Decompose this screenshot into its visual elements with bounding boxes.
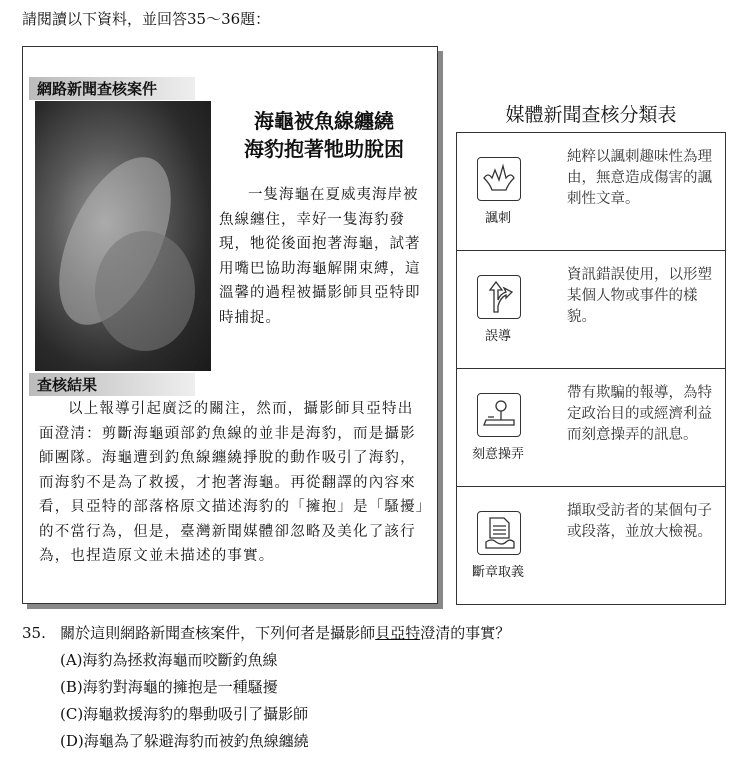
headline-line: 海龜被魚線纏繞 (254, 109, 394, 133)
joystick-icon (477, 393, 521, 437)
question-stem-name: 貝亞特 (375, 624, 421, 642)
result-text: 以上報導引起廣泛的關注，然而，攝影師貝亞特出面澄清：剪斷海龜頭部釣魚線的並非是海豹，而是攝影師團隊。海龜遭到釣魚線纏繞掙脫的動作吸引了海豹，而海豹不是為了救援，才抱著海龜。再從翻譯的內容來看，貝亞特的部落格原文描述海豹的「擁抱」是「騷擾」的不當行為，但是，臺灣新聞媒體卻忽略及美化了該行為，也捏造原文並未描述的事實。 (39, 401, 425, 564)
row-desc: 帶有欺騙的報導，為特定政治目的或經濟利益而刻意操弄的訊息。 (567, 385, 712, 443)
seal-turtle-photo (35, 101, 211, 371)
headline (219, 107, 429, 163)
option-b[interactable]: (B)海豹對海龜的擁抱是一種騷擾 (60, 678, 278, 696)
question-stem: 關於這則網路新聞查核案件，下列何者是攝影師 (60, 624, 376, 642)
instructions: 請閱讀以下資料，並回答35～36題： (22, 10, 271, 28)
table-row (457, 251, 725, 369)
row-label: 斷章取義 (471, 565, 524, 580)
news-case-box (22, 46, 438, 604)
row-desc: 純粹以諷刺趣味性為理由，無意造成傷害的諷刺性文章。 (567, 149, 712, 207)
option-c[interactable]: (C)海龜救援海豹的舉動吸引了攝影師 (60, 705, 309, 723)
option-a[interactable]: (A)海豹為拯救海龜而咬斷釣魚線 (60, 651, 278, 669)
case-tag: 網路新聞查核案件 (29, 77, 195, 100)
row-label: 刻意操弄 (471, 447, 524, 462)
question-stem: 澄清的事實？ (420, 624, 511, 642)
table-title: 媒體新聞查核分類表 (505, 104, 677, 126)
row-label: 誤導 (484, 329, 511, 344)
row-label: 諷刺 (484, 211, 511, 226)
question-number: 35. (22, 624, 46, 642)
table-row (457, 369, 725, 487)
table-row (457, 487, 725, 605)
result-tag: 查核結果 (29, 373, 195, 396)
table-row (457, 133, 725, 251)
torn-document-icon (477, 511, 521, 555)
classification-table (456, 132, 726, 605)
crown-icon (477, 157, 521, 201)
story-text: 一隻海龜在夏威夷海岸被魚線纏住，幸好一隻海豹發現，牠從後面抱著海龜，試著用嘴巴協助海龜解開束縛，這溫馨的過程被攝影師貝亞特即時捕捉。 (219, 187, 421, 326)
split-arrow-icon (477, 275, 521, 319)
row-desc: 資訊錯誤使用，以形塑某個人物或事件的樣貌。 (567, 267, 712, 325)
option-d[interactable]: (D)海龜為了躲避海豹而被釣魚線纏繞 (60, 732, 309, 750)
question-35 (22, 620, 510, 755)
row-desc: 擷取受訪者的某個句子或段落，並放大檢視。 (567, 503, 712, 540)
headline-line: 海豹抱著牠助脫困 (244, 137, 404, 161)
